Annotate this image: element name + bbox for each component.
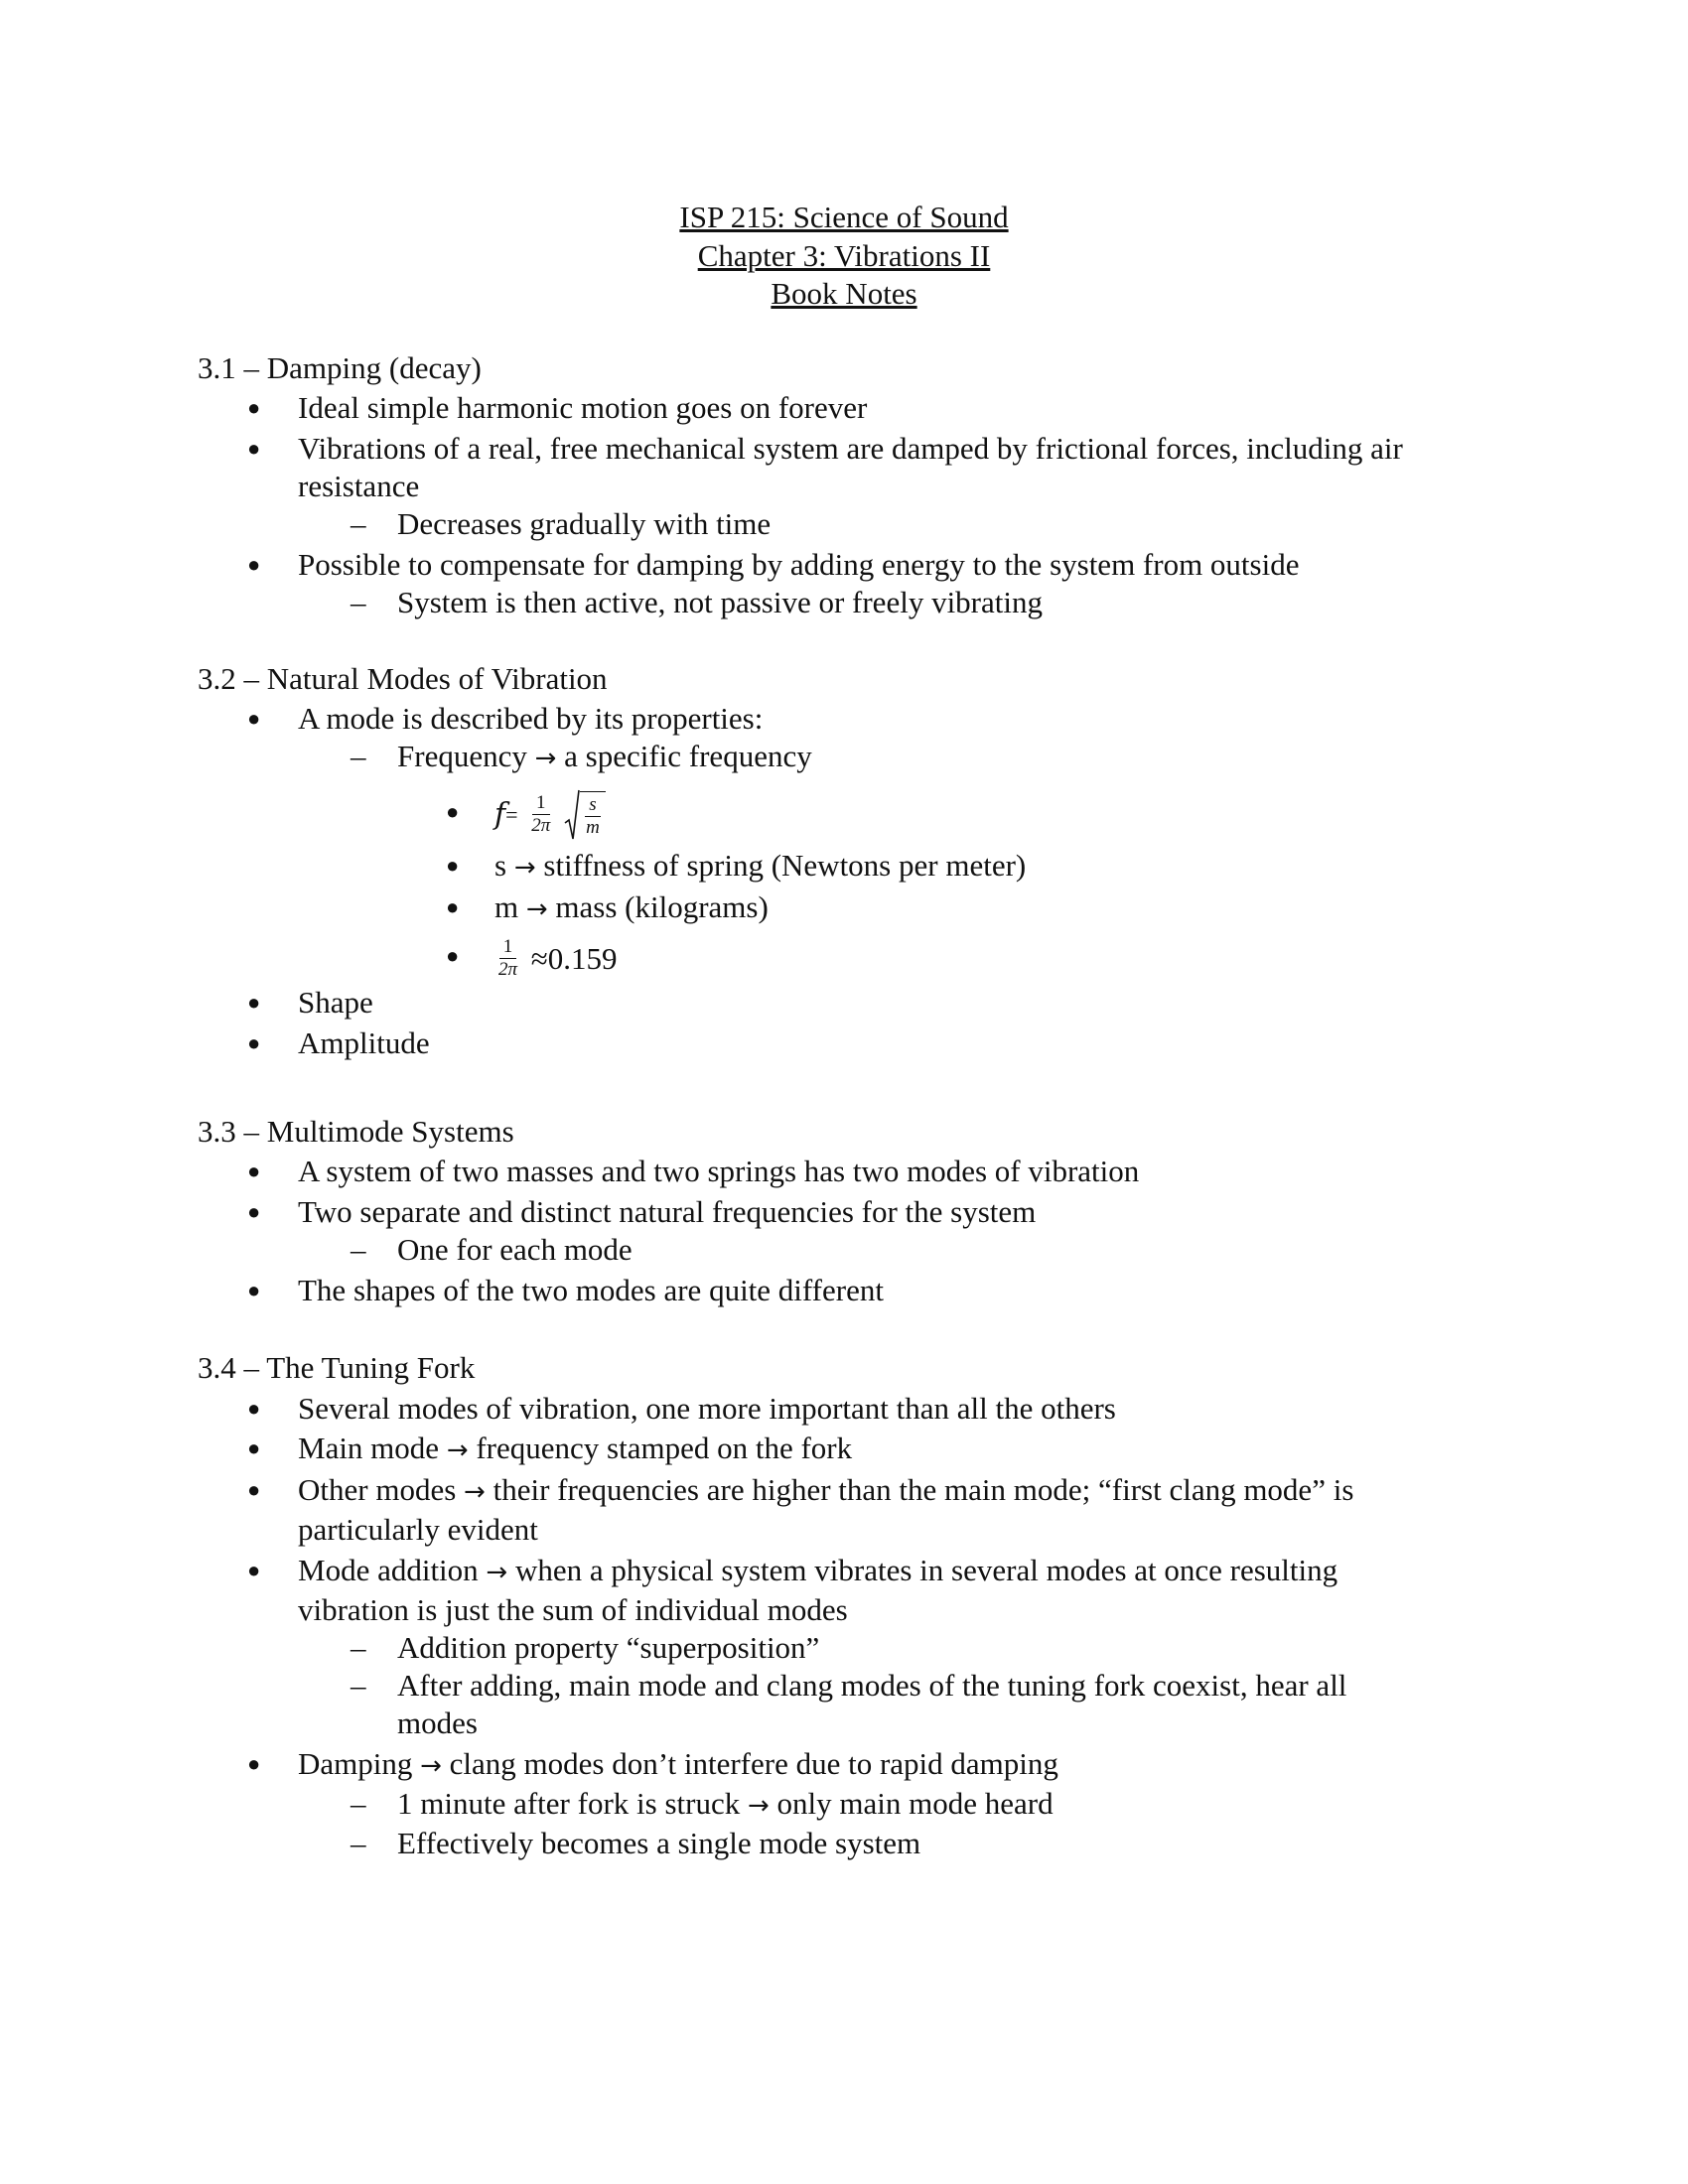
chapter-title: Chapter 3: Vibrations II [697, 237, 991, 273]
list-item: ● Two separate and distinct natural frequencies for the system [247, 1194, 1037, 1229]
document-subtitle: Book Notes [771, 276, 917, 311]
fraction: $\frac{1}{2\pi}$ [531, 792, 551, 837]
radical-sign-icon [564, 789, 580, 841]
bullet-icon: ● [247, 1477, 261, 1502]
frequency-symbol: f [494, 796, 506, 832]
bullet-icon: ● [247, 1558, 261, 1582]
bullet-icon: ● [247, 1199, 261, 1224]
formula-item: ● f= $\frac{1}{2\pi}$ $\frac{s}{m}$ [198, 785, 1538, 839]
arrow-right-icon: → [747, 1791, 770, 1821]
dash-marker: – [351, 1826, 366, 1860]
bullet-icon: ● [247, 990, 261, 1015]
dash-marker: – [351, 585, 366, 619]
sub-list-item: – Decreases gradually with time [351, 506, 772, 541]
formula-item: ● $\frac{1}{2\pi}$ ≈0.159 [198, 932, 1538, 980]
section-heading: 3.2 – Natural Modes of Vibration [198, 661, 608, 696]
dash-marker: – [351, 1630, 366, 1665]
sub-list-item: – Addition property “superposition” [351, 1630, 820, 1665]
section-heading: 3.1 – Damping (decay) [198, 350, 482, 385]
dash-marker: – [351, 739, 366, 773]
section-3-1 [198, 349, 1538, 621]
list-item: ● Amplitude [247, 1025, 430, 1060]
section-heading: 3.3 – Multimode Systems [198, 1114, 514, 1149]
bullet-icon: ● [247, 395, 261, 420]
sub-list-item: – Frequency → a specific frequency [351, 739, 812, 773]
section-3-3 [198, 1113, 1538, 1309]
dash-marker: – [351, 1786, 366, 1821]
document-header [0, 199, 1688, 314]
list-item: ● Several modes of vibration, one more important than all the others [247, 1391, 1116, 1426]
arrow-right-icon: → [420, 1751, 442, 1781]
arrow-right-icon: → [534, 744, 557, 773]
sub-sub-list-item: ● s → stiffness of spring (Newtons per meter) [446, 848, 1027, 883]
list-item: ● Possible to compensate for damping by adding energy to the system from outside [247, 547, 1300, 582]
list-item: ● Main mode → frequency stamped on the fork [247, 1431, 853, 1465]
arrow-right-icon: → [486, 1558, 508, 1587]
section-3-4 [198, 1349, 1538, 1862]
list-item: ● Shape [247, 985, 373, 1020]
bullet-icon: ● [247, 1751, 261, 1776]
arrow-right-icon: → [513, 853, 536, 883]
bullet-icon: ● [446, 894, 460, 919]
sub-list-item: – After adding, main mode and clang modes of the tuning fork coexist, hear all modes [351, 1668, 1347, 1740]
bullet-icon: ● [247, 1396, 261, 1421]
arrow-right-icon: → [464, 1477, 486, 1507]
section-3-2 [198, 660, 1538, 1062]
bullet-icon: ● [446, 799, 460, 824]
sub-list-item: – 1 minute after fork is struck → only main mode heard [351, 1786, 1054, 1821]
bullet-icon: ● [247, 1159, 261, 1183]
list-item: ● A mode is described by its properties: [247, 701, 764, 736]
bullet-icon: ● [247, 1278, 261, 1302]
bullet-icon: ● [247, 436, 261, 461]
bullet-icon: ● [446, 853, 460, 878]
dash-marker: – [351, 1668, 366, 1703]
arrow-right-icon: → [446, 1435, 469, 1465]
bullet-icon: ● [247, 1030, 261, 1055]
dash-marker: – [351, 506, 366, 541]
fraction: $\frac{s}{m}$ [586, 793, 600, 838]
sub-list-item: – System is then active, not passive or freely vibrating [351, 585, 1043, 619]
bullet-icon: ● [247, 706, 261, 731]
dash-marker: – [351, 1232, 366, 1267]
section-heading: 3.4 – The Tuning Fork [198, 1350, 476, 1385]
sub-list-item: – Effectively becomes a single mode system [351, 1826, 921, 1860]
arrow-right-icon: → [525, 894, 548, 924]
fraction: $\frac{1}{2\pi}$ [498, 936, 518, 981]
list-item: ● Other modes → their frequencies are higher than the main mode; “first clang mode” is particularly evident [247, 1472, 1354, 1547]
bullet-icon: ● [446, 943, 460, 968]
bullet-icon: ● [247, 1435, 261, 1460]
list-item: ● Vibrations of a real, free mechanical system are damped by frictional forces, including air resistance [247, 431, 1403, 503]
bullet-icon: ● [247, 552, 261, 577]
sub-list-item: – One for each mode [351, 1232, 633, 1267]
list-item: ● The shapes of the two modes are quite different [247, 1273, 884, 1307]
list-item: ● Mode addition → when a physical system vibrates in several modes at once resulting vibration is just the sum of individual modes [247, 1553, 1338, 1627]
list-item: ● Damping → clang modes don’t interfere due to rapid damping [247, 1746, 1058, 1781]
course-title: ISP 215: Science of Sound [679, 200, 1009, 234]
list-item: ● Ideal simple harmonic motion goes on forever [247, 390, 868, 425]
list-item: ● A system of two masses and two springs has two modes of vibration [247, 1154, 1140, 1188]
square-root [564, 789, 606, 841]
sub-sub-list-item: ● m → mass (kilograms) [446, 889, 769, 924]
